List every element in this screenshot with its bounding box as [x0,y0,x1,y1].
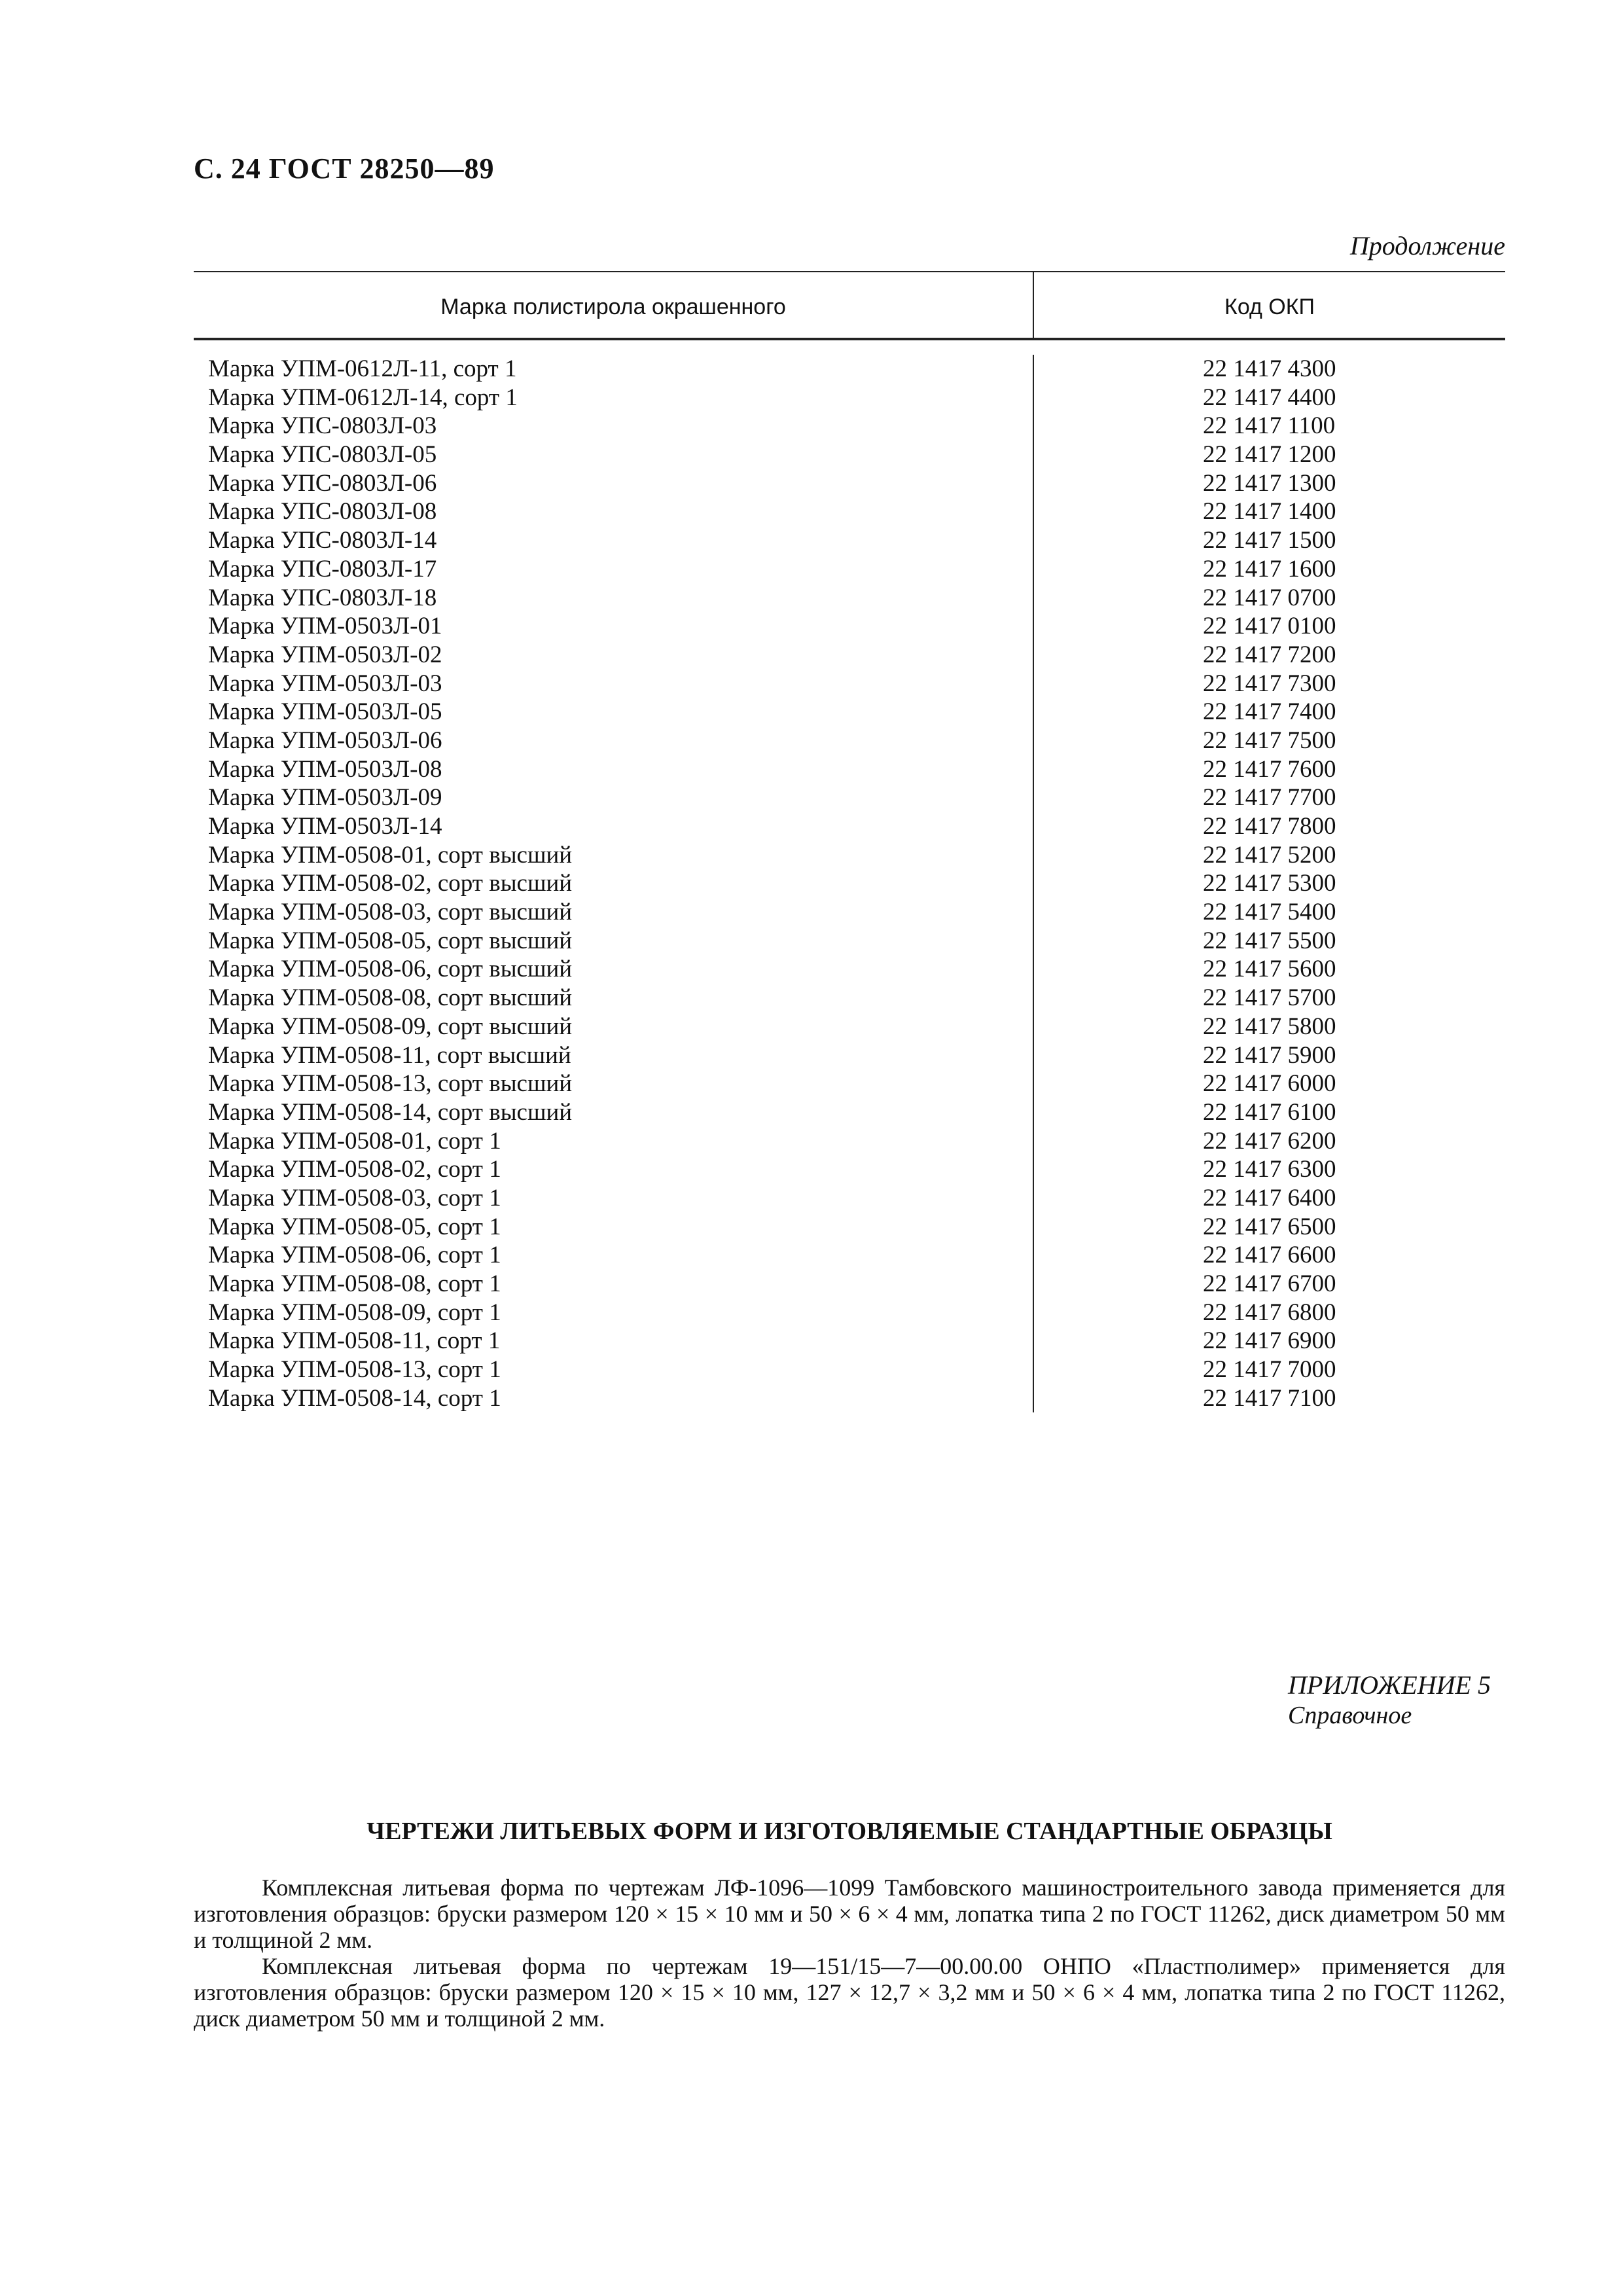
okp-code-cell: 22 1417 7800 [1203,813,1336,840]
grade-cell: Марка УПМ-0508-08, сорт высший [208,984,573,1012]
okp-code-cell: 22 1417 7000 [1203,1356,1336,1384]
okp-code-cell: 22 1417 5700 [1203,984,1336,1012]
okp-code-cell: 22 1417 6800 [1203,1299,1336,1326]
grade-cell: Марка УПМ-0508-03, сорт высший [208,899,573,926]
paragraph: Комплексная литьевая форма по чертежам 19—151/15—7—00.00.00 ОНПО «Пластполимер» применяется для изготовления образцов: бруски размером 120 × 15 × 10 мм, 127 × 12,7 × 3,2 мм и 50 × 6 × 4 мм, лопатка типа 2 по ГОСТ 11262, диск диаметром 50 мм и толщиной 2 мм. [194,1953,1505,2032]
okp-code-cell: 22 1417 0700 [1203,584,1336,611]
grade-cell: Марка УПМ-0508-03, сорт 1 [208,1184,501,1211]
okp-code-cell: 22 1417 6400 [1203,1184,1336,1211]
okp-code-cell: 22 1417 1100 [1203,412,1336,440]
okp-code-cell: 22 1417 1600 [1203,555,1336,583]
grade-cell: Марка УПМ-0508-09, сорт высший [208,1013,573,1040]
okp-code-cell: 22 1417 4400 [1203,384,1336,411]
okp-code-cell: 22 1417 6000 [1203,1070,1336,1098]
grade-cell: Марка УПМ-0508-14, сорт 1 [208,1384,501,1412]
body-text [194,1874,1505,2032]
continuation-label: Продолжение [1349,231,1505,260]
okp-code-cell: 22 1417 6500 [1203,1213,1336,1240]
grade-cell: Марка УПМ-0508-14, сорт высший [208,1098,573,1126]
okp-code-cell: 22 1417 7600 [1203,755,1336,783]
grade-cell: Марка УПС-0803Л-03 [208,412,437,440]
column-header-grade: Марка полистирола окрашенного [440,294,786,319]
okp-code-cell: 22 1417 5500 [1203,927,1336,954]
grade-cell: Марка УПМ-0508-02, сорт 1 [208,1156,501,1183]
grade-cell: Марка УПМ-0508-05, сорт высший [208,927,573,954]
okp-code-cell: 22 1417 7700 [1203,784,1336,812]
grade-column [194,355,1033,1412]
grade-cell: Марка УПМ-0508-06, сорт 1 [208,1242,501,1269]
okp-code-cell: 22 1417 1500 [1203,527,1336,554]
grade-cell: Марка УПМ-0503Л-08 [208,755,442,783]
appendix-subtitle: Справочное [1288,1702,1412,1729]
okp-code-cell: 22 1417 6900 [1203,1327,1336,1355]
grade-cell: Марка УПМ-0508-05, сорт 1 [208,1213,501,1240]
appendix-label [1288,1670,1491,1731]
okp-code-cell: 22 1417 5200 [1203,841,1336,869]
page-header: С. 24 ГОСТ 28250—89 [194,152,495,185]
grade-cell: Марка УПМ-0508-11, сорт 1 [208,1327,501,1355]
section-heading: ЧЕРТЕЖИ ЛИТЬЕВЫХ ФОРМ И ИЗГОТОВЛЯЕМЫЕ СТАНДАРТНЫЕ ОБРАЗЦЫ [366,1818,1332,1845]
okp-code-cell: 22 1417 5300 [1203,870,1336,897]
grade-cell: Марка УПМ-0508-13, сорт 1 [208,1356,501,1384]
okp-code-cell: 22 1417 6600 [1203,1242,1336,1269]
okp-code-cell: 22 1417 5400 [1203,899,1336,926]
okp-code-table [194,271,1505,1422]
okp-code-cell: 22 1417 0100 [1203,613,1336,640]
grade-cell: Марка УПМ-0503Л-14 [208,813,442,840]
column-header-okp-code: Код ОКП [1033,272,1505,338]
okp-code-cell: 22 1417 6700 [1203,1270,1336,1297]
grade-cell: Марка УПМ-0503Л-06 [208,726,442,754]
grade-cell: Марка УПС-0803Л-17 [208,555,437,583]
grade-cell: Марка УПМ-0503Л-03 [208,670,442,697]
grade-cell: Марка УПМ-0612Л-14, сорт 1 [208,384,518,411]
okp-code-cell: 22 1417 6200 [1203,1127,1336,1155]
grade-cell: Марка УПМ-0503Л-09 [208,784,442,812]
okp-code-cell: 22 1417 4300 [1203,355,1336,382]
grade-cell: Марка УПМ-0503Л-01 [208,613,442,640]
table-header [194,271,1505,340]
okp-code-column [1033,355,1505,1412]
table-body [194,340,1505,1422]
paragraph: Комплексная литьевая форма по чертежам ЛФ-1096—1099 Тамбовского машиностроительного завода применяется для изготовления образцов: бруски размером 120 × 15 × 10 мм и 50 × 6 × 4 мм, лопатка типа 2 по ГОСТ 11262, диск диаметром 50 мм и толщиной 2 мм. [194,1874,1505,1953]
okp-code-cell: 22 1417 1200 [1203,441,1336,469]
grade-cell: Марка УПС-0803Л-06 [208,469,437,497]
grade-cell: Марка УПМ-0503Л-02 [208,641,442,668]
grade-cell: Марка УПС-0803Л-14 [208,527,437,554]
grade-cell: Марка УПС-0803Л-05 [208,441,437,469]
grade-cell: Марка УПМ-0508-01, сорт 1 [208,1127,501,1155]
okp-code-cell: 22 1417 5800 [1203,1013,1336,1040]
grade-cell: Марка УПМ-0508-13, сорт высший [208,1070,573,1098]
grade-cell: Марка УПМ-0508-01, сорт высший [208,841,573,869]
okp-code-cell: 22 1417 7200 [1203,641,1336,668]
okp-code-cell: 22 1417 6300 [1203,1156,1336,1183]
okp-code-cell: 22 1417 1300 [1203,469,1336,497]
grade-cell: Марка УПС-0803Л-18 [208,584,437,611]
okp-code-cell: 22 1417 6100 [1203,1098,1336,1126]
okp-code-cell: 22 1417 7500 [1203,726,1336,754]
grade-cell: Марка УПМ-0508-02, сорт высший [208,870,573,897]
grade-cell: Марка УПМ-0503Л-05 [208,698,442,726]
grade-cell: Марка УПС-0803Л-08 [208,498,437,526]
okp-code-cell: 22 1417 7100 [1203,1384,1336,1412]
okp-code-cell: 22 1417 7400 [1203,698,1336,726]
grade-cell: Марка УПМ-0612Л-11, сорт 1 [208,355,517,382]
grade-cell: Марка УПМ-0508-09, сорт 1 [208,1299,501,1326]
appendix-title: ПРИЛОЖЕНИЕ 5 [1288,1670,1491,1700]
grade-cell: Марка УПМ-0508-06, сорт высший [208,956,573,983]
grade-cell: Марка УПМ-0508-08, сорт 1 [208,1270,501,1297]
grade-cell: Марка УПМ-0508-11, сорт высший [208,1041,571,1069]
okp-code-cell: 22 1417 5600 [1203,956,1336,983]
okp-code-cell: 22 1417 5900 [1203,1041,1336,1069]
okp-code-cell: 22 1417 1400 [1203,498,1336,526]
okp-code-cell: 22 1417 7300 [1203,670,1336,697]
